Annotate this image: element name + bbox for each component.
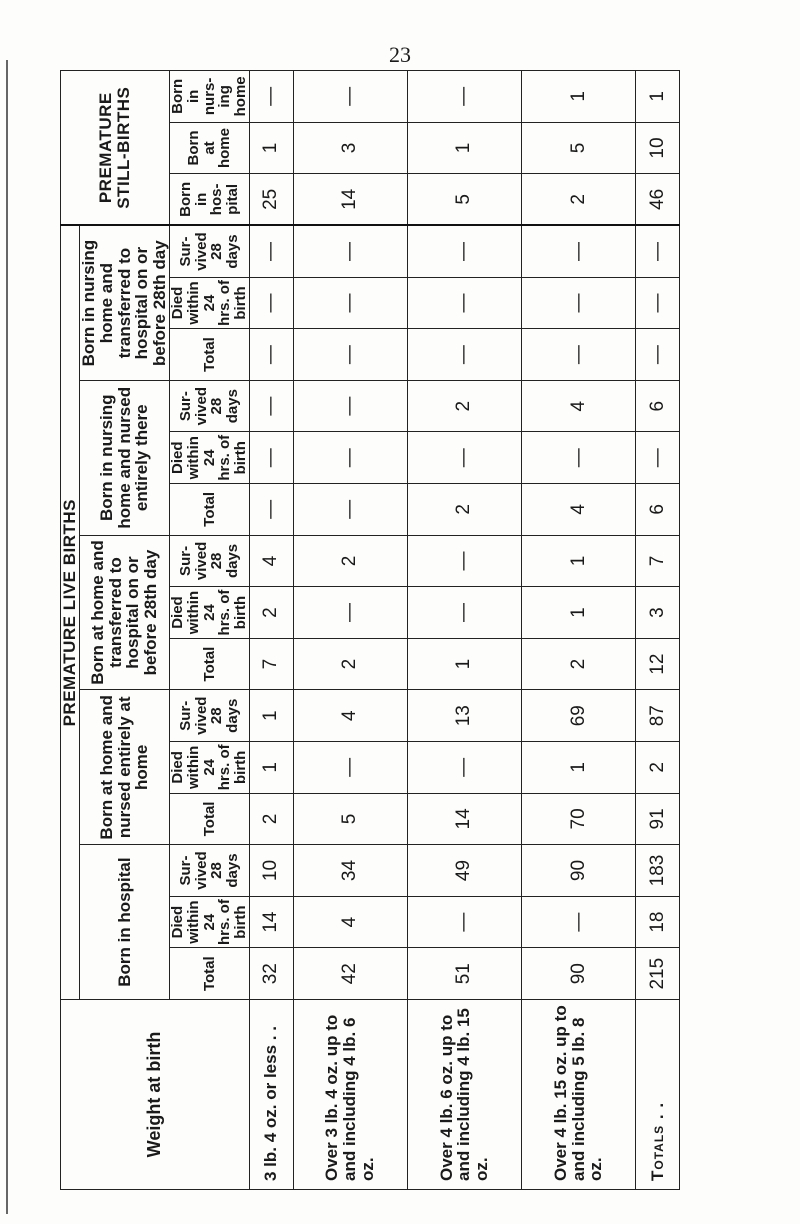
col-still-hospital: Born in hos-pital	[170, 174, 250, 226]
table-cell: 32	[249, 948, 293, 1000]
weight-category-label: Over 4 lb. 15 oz. up to and including 5 lb. 8 oz.	[521, 999, 635, 1189]
table-cell: 2	[636, 742, 680, 794]
col-survived: Sur-vived 28 days	[170, 225, 250, 277]
table-cell: —	[636, 432, 680, 484]
table-cell: —	[521, 277, 635, 329]
col-total: Total	[170, 793, 250, 845]
table-cell: —	[407, 742, 521, 794]
table-cell: 10	[636, 122, 680, 174]
table-cell: —	[521, 432, 635, 484]
table-cell: 4	[249, 535, 293, 587]
scan-edge-line	[6, 60, 8, 1214]
table-cell: 2	[407, 484, 521, 536]
weight-category-label: Totals . .	[636, 999, 680, 1189]
table-cell: —	[407, 277, 521, 329]
table-cell: 14	[293, 174, 407, 226]
table-cell: 34	[293, 845, 407, 897]
group-header-home-transferred: Born at home and transferred to hospital on or before 28th day	[79, 535, 169, 690]
col-died: Died within 24 hrs. of birth	[170, 432, 250, 484]
table-cell: 12	[636, 638, 680, 690]
col-total: Total	[170, 484, 250, 536]
table-cell: 13	[407, 690, 521, 742]
table-cell: 51	[407, 948, 521, 1000]
group-header-nursing-home-transferred: Born in nursing home and transferred to hospital on or before 28th day	[79, 225, 169, 380]
table-cell: —	[293, 432, 407, 484]
table-cell: 5	[293, 793, 407, 845]
table-cell: 42	[293, 948, 407, 1000]
group-header-home: Born at home and nursed entirely at home	[79, 690, 169, 845]
table-cell: —	[407, 225, 521, 277]
table-cell: —	[521, 225, 635, 277]
table-cell: 70	[521, 793, 635, 845]
table-cell: 7	[636, 535, 680, 587]
table-cell: —	[407, 432, 521, 484]
table-cell: 2	[249, 793, 293, 845]
table-cell: —	[293, 380, 407, 432]
live-births-header: PREMATURE LIVE BIRTHS	[61, 225, 80, 999]
table-cell: —	[636, 277, 680, 329]
table-cell: —	[636, 329, 680, 381]
table-cell: —	[407, 329, 521, 381]
group-header-nursing-home: Born in nursing home and nursed entirely there	[79, 380, 169, 535]
col-total: Total	[170, 329, 250, 381]
table-cell: 1	[521, 742, 635, 794]
table-cell: —	[249, 380, 293, 432]
table-cell: 1	[249, 742, 293, 794]
table-cell: 14	[407, 793, 521, 845]
table-cell: 2	[407, 380, 521, 432]
table-cell: 3	[636, 587, 680, 639]
weight-category-label: 3 lb. 4 oz. or less . .	[249, 999, 293, 1189]
table-cell: 2	[249, 587, 293, 639]
table-cell: 4	[293, 690, 407, 742]
table-cell: —	[293, 742, 407, 794]
table-cell: 1	[249, 122, 293, 174]
table-cell: —	[249, 225, 293, 277]
table-cell: —	[407, 587, 521, 639]
table-cell: 1	[407, 638, 521, 690]
table-cell: 4	[521, 380, 635, 432]
table-cell: 3	[293, 122, 407, 174]
table-cell: 1	[407, 122, 521, 174]
col-survived: Sur-vived 28 days	[170, 845, 250, 897]
table-cell: 25	[249, 174, 293, 226]
table-cell: 215	[636, 948, 680, 1000]
table-cell: —	[293, 484, 407, 536]
table-cell: —	[293, 329, 407, 381]
table-cell: 2	[521, 174, 635, 226]
col-total: Total	[170, 948, 250, 1000]
col-died: Died within 24 hrs. of birth	[170, 587, 250, 639]
table-cell: 46	[636, 174, 680, 226]
table-cell: —	[407, 71, 521, 123]
weight-header: Weight at birth	[61, 999, 250, 1189]
table-cell: —	[407, 896, 521, 948]
col-died: Died within 24 hrs. of birth	[170, 896, 250, 948]
table-cell: 2	[293, 535, 407, 587]
table-cell: 2	[521, 638, 635, 690]
col-died: Died within 24 hrs. of birth	[170, 277, 250, 329]
page-number: 23	[389, 42, 411, 67]
col-total: Total	[170, 638, 250, 690]
table-cell: —	[293, 225, 407, 277]
group-header-hospital: Born in hospital	[79, 845, 169, 1000]
table-row	[293, 71, 407, 1190]
table-cell: 6	[636, 484, 680, 536]
table-cell: 4	[521, 484, 635, 536]
col-survived: Sur-vived 28 days	[170, 690, 250, 742]
table-cell: 1	[521, 587, 635, 639]
table-cell: 90	[521, 948, 635, 1000]
table-cell: —	[293, 277, 407, 329]
table-cell: —	[521, 896, 635, 948]
table-cell: 1	[636, 71, 680, 123]
premature-births-table	[60, 70, 680, 1190]
table-cell: —	[293, 587, 407, 639]
table-cell: —	[407, 535, 521, 587]
weight-category-label: Over 4 lb. 6 oz. up to and including 4 lb. 15 oz.	[407, 999, 521, 1189]
table-cell: —	[521, 329, 635, 381]
col-still-nursing-home: Born in nurs-ing home	[170, 71, 250, 123]
table-cell: —	[249, 432, 293, 484]
table-cell: 2	[293, 638, 407, 690]
table-cell: —	[636, 225, 680, 277]
col-died: Died within 24 hrs. of birth	[170, 742, 250, 794]
table-cell: —	[249, 329, 293, 381]
table-cell: 18	[636, 896, 680, 948]
stillbirths-header: PREMATURE STILL-BIRTHS	[61, 71, 170, 226]
col-survived: Sur-vived 28 days	[170, 380, 250, 432]
table-row	[521, 71, 635, 1190]
table-cell: 1	[521, 535, 635, 587]
table-cell: 14	[249, 896, 293, 948]
table-cell: —	[249, 277, 293, 329]
table-cell: 4	[293, 896, 407, 948]
table-cell: —	[249, 484, 293, 536]
table-row	[249, 71, 293, 1190]
rotated-table-container	[60, 70, 680, 1190]
table-cell: 69	[521, 690, 635, 742]
table-cell: 90	[521, 845, 635, 897]
table-cell: 10	[249, 845, 293, 897]
weight-category-label: Over 3 lb. 4 oz. up to and including 4 lb. 6 oz.	[293, 999, 407, 1189]
table-cell: 7	[249, 638, 293, 690]
table-cell: 91	[636, 793, 680, 845]
table-cell: 6	[636, 380, 680, 432]
table-cell: 183	[636, 845, 680, 897]
table-row	[636, 71, 680, 1190]
table-cell: 87	[636, 690, 680, 742]
table-cell: 5	[521, 122, 635, 174]
table-cell: 1	[249, 690, 293, 742]
table-cell: 1	[521, 71, 635, 123]
table-cell: 49	[407, 845, 521, 897]
table-cell: 5	[407, 174, 521, 226]
col-still-home: Born at home	[170, 122, 250, 174]
table-cell: —	[249, 71, 293, 123]
col-survived: Sur-vived 28 days	[170, 535, 250, 587]
table-body	[249, 71, 679, 1190]
table-cell: —	[293, 71, 407, 123]
table-row	[407, 71, 521, 1190]
